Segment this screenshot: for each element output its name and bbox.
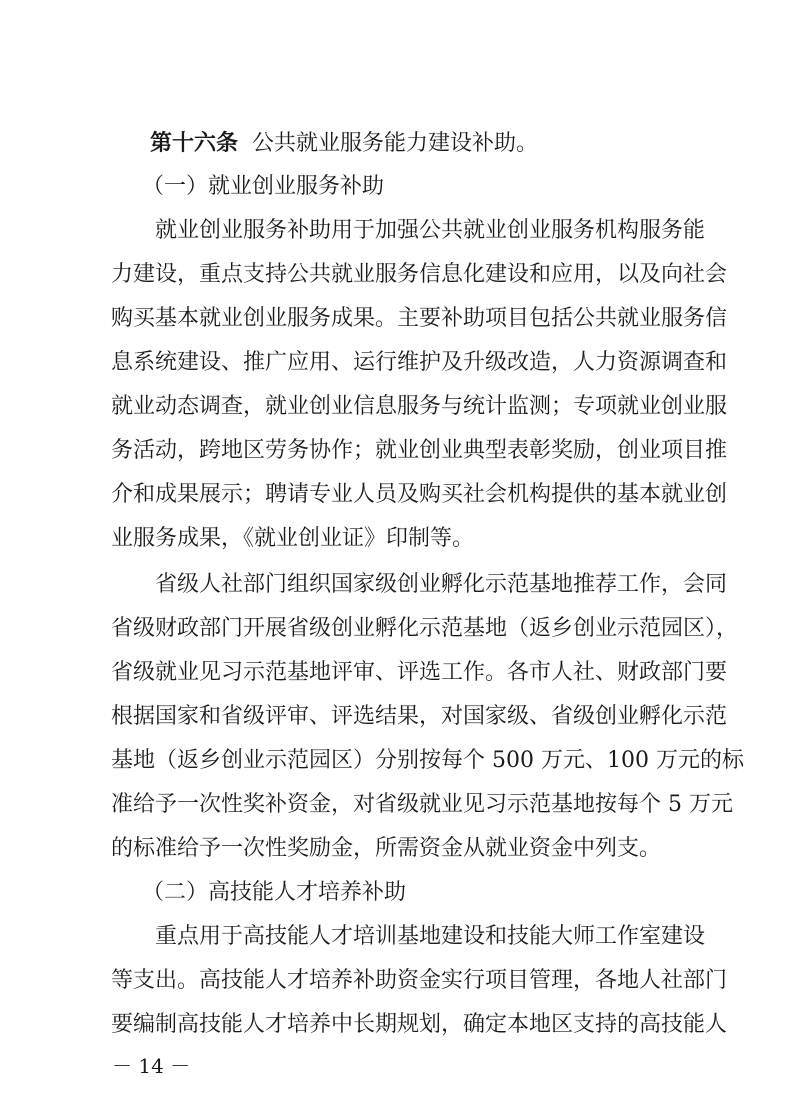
paragraph-line: 业服务成果，《就业创业证》印制等。 bbox=[111, 526, 475, 551]
paragraph-line: 根据国家和省级评审、评选结果，对国家级、省级创业孵化示范 bbox=[111, 704, 728, 729]
paragraph-line: 基地（返乡创业示范园区）分别按每个 500 万元、100 万元的标 bbox=[111, 748, 744, 773]
paragraph-line: 准给予一次性奖补资金，对省级就业见习示范基地按每个 5 万元 bbox=[111, 792, 733, 817]
article-heading bbox=[150, 128, 650, 159]
paragraph-line: 就业动态调查，就业创业信息服务与统计监测；专项就业创业服 bbox=[111, 394, 728, 419]
page-number: － 14 － bbox=[112, 1054, 191, 1078]
paragraph-line: 重点用于高技能人才培训基地建设和技能大师工作室建设 bbox=[155, 924, 706, 949]
paragraph-line: 介和成果展示；聘请专业人员及购买社会机构提供的基本就业创 bbox=[111, 482, 728, 507]
article-title: 公共就业服务能力建设补助。 bbox=[252, 131, 539, 156]
paragraph-line: 力建设，重点支持公共就业服务信息化建设和应用，以及向社会 bbox=[111, 262, 728, 287]
section2-heading: （二）高技能人才培养补助 bbox=[142, 880, 407, 905]
paragraph-line: 购买基本就业创业服务成果。主要补助项目包括公共就业服务信 bbox=[111, 306, 728, 331]
paragraph-line: 省级财政部门开展省级创业孵化示范基地（返乡创业示范园区）， bbox=[111, 616, 739, 641]
paragraph-line: 的标准给予一次性奖励金，所需资金从就业资金中列支。 bbox=[111, 836, 662, 861]
paragraph-line: 等支出。高技能人才培养补助资金实行项目管理，各地人社部门 bbox=[111, 968, 728, 993]
paragraph-line: 省级就业见习示范基地评审、评选工作。各市人社、财政部门要 bbox=[111, 660, 728, 685]
paragraph-line: 要编制高技能人才培养中长期规划，确定本地区支持的高技能人 bbox=[111, 1012, 728, 1037]
paragraph-line: 息系统建设、推广应用、运行维护及升级改造，人力资源调查和 bbox=[111, 350, 728, 375]
article-label: 第十六条 bbox=[150, 130, 239, 156]
paragraph-line: 就业创业服务补助用于加强公共就业创业服务机构服务能 bbox=[155, 218, 706, 243]
section1-heading: （一）就业创业服务补助 bbox=[142, 174, 385, 199]
paragraph-line: 务活动，跨地区劳务协作；就业创业典型表彰奖励，创业项目推 bbox=[111, 438, 728, 463]
paragraph-line: 省级人社部门组织国家级创业孵化示范基地推荐工作，会同 bbox=[155, 572, 728, 597]
